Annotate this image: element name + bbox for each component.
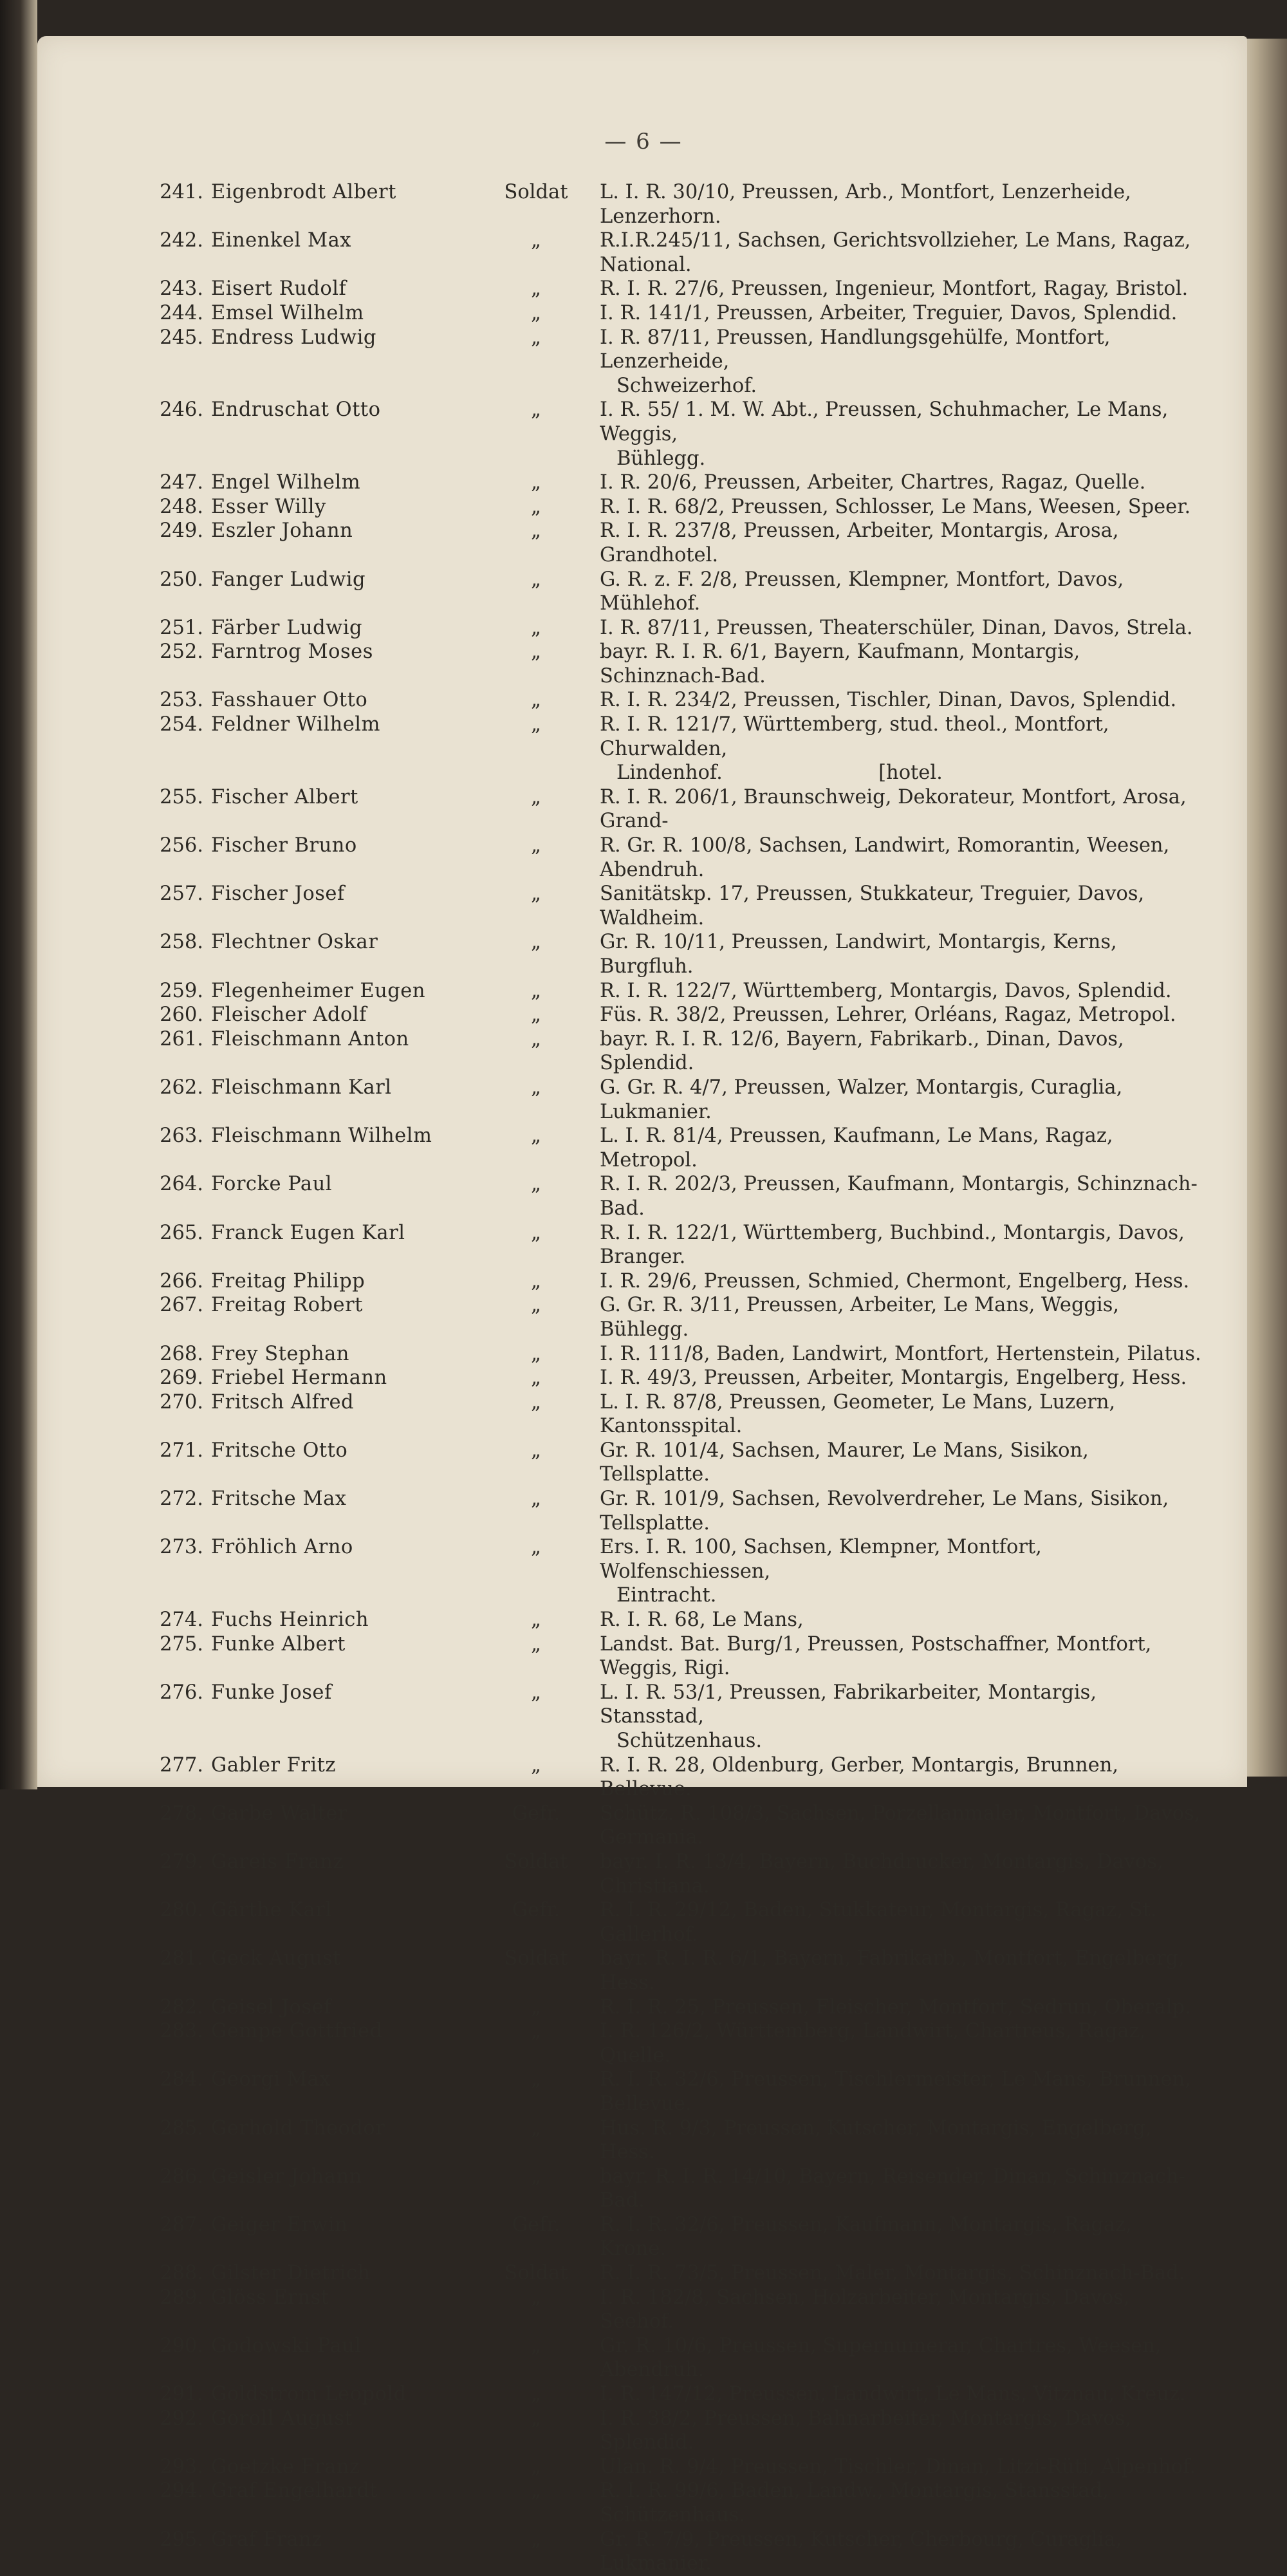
entry-rank: „ [531,398,541,422]
entry-name: Fasshauer Otto [211,689,368,712]
entry-rank: Gefr. [512,1802,560,1825]
entry-number: 291. [160,2383,203,2406]
list-item [148,2382,1203,2407]
entry-name: Fleischer Adolf [211,1003,367,1027]
entry-number: 256. [160,834,203,857]
entry-details-continued: Schützenhaus. [616,1730,763,1752]
entry-details: Sanitätskp. 17, Preussen, Stukkateur, Treguier, Davos, Waldheim. [600,882,1145,929]
entry-number: 285. [160,2116,203,2140]
list-item [148,2165,1203,2213]
entry-details: R. I. R. 99/6, Baden, Landw., Montargis, Stansstad, Schützenhaus. [600,2479,1109,2526]
entry-rank: „ [531,1390,541,1414]
entry-details: R. I. R. 29/12, Baden, Stukkateur, Montargis, Ragaz, St. Gallerhof. [600,1899,1157,1946]
entry-number: 272. [160,1488,203,1511]
entry-number: 281. [160,1947,203,1970]
entry-number: 245. [160,326,203,349]
entry-name: Fröhlich Arno [211,1536,353,1559]
list-item [148,2407,1203,2455]
entry-rank: „ [531,1269,541,1293]
entry-number: 286. [160,2165,203,2188]
list-item-continuation [148,447,1203,471]
entry-details: Gr. R. 101/4, Sachsen, Maurer, Le Mans, Sisikon, Tellsplatte. [600,1439,1089,1486]
entry-details: R. I. R. 28, Oldenburg, Gerber, Montargis, Brunnen, Bellevue. [600,1753,1119,1801]
entry-number: 287. [160,2213,203,2236]
entry-number: 284. [160,2068,203,2091]
entry-number: 269. [160,1367,203,1390]
list-item [148,1850,1203,1898]
entry-details: Landst. Bat. Burg/1, Preussen, Postschaffner, Montfort, Weggis, Rigi. [600,1632,1152,1680]
entry-rank: Soldat [504,1850,568,1873]
list-item [148,2116,1203,2165]
entry-name: Forcke Paul [211,1173,332,1196]
entry-rank: „ [531,931,541,954]
entry-rank: „ [531,616,541,639]
list-item [148,1269,1203,1294]
entry-name: Färber Ludwig [211,616,363,639]
entry-rank: „ [531,1003,541,1027]
entry-details: R. I. R. 32/6, Preussen, Kaufmann, Montargis, Ragaz, Krone. [600,2213,1132,2261]
entry-details: R. I. R. 25, Preussen, Fleischer, Montfort, Sedrun, Oberalp. [600,1995,1191,2019]
entry-name: Gabler Fritz [211,1753,336,1777]
list-item [148,1946,1203,1995]
entry-name: Emsel Wilhelm [211,301,364,324]
entry-name: Geiger Erwin [211,2213,348,2236]
entry-rank: „ [531,834,541,857]
list-item [148,568,1203,616]
entry-details: Schütz. R. 108/3, Sachsen, Porzellanmaler, Montfort, Davos, Germania. [600,1802,1201,1849]
list-item [148,1027,1203,1076]
entry-number: 290. [160,2334,203,2357]
entry-number: 261. [160,1027,203,1050]
entry-number: 277. [160,1753,203,1777]
entry-rank: „ [531,785,541,808]
entry-number: 249. [160,519,203,543]
entry-name: Gärthe Karl [211,1899,332,1922]
entry-rank: „ [531,979,541,1002]
entry-name: Garbe Walter [211,1802,347,1825]
entry-rank: „ [531,2407,541,2430]
entry-name: Engel Wilhelm [211,471,361,494]
entry-number: 255. [160,785,203,808]
list-item-continuation [148,761,1203,785]
entry-details: R. I. R. 122/7, Württemberg, Montargis, Davos, Splendid. [600,979,1172,1002]
entry-rank: Gefr. [512,1899,560,1922]
entry-number: 257. [160,882,203,906]
entry-name: Gempe Gottfried [211,2020,383,2043]
entry-name: Feldner Wilhelm [211,713,380,736]
entry-details: R. I. R. 73/5, Preussen, Maler, Montargis, Schinznach-Bad. [600,2262,1185,2285]
entry-number: 247. [160,471,203,494]
entry-details: R. I. R. 68/2, Preussen, Schlosser, Le Mans, Weesen, Speer. [600,495,1191,518]
entry-name: Eszler Johann [211,519,353,543]
list-item [148,1487,1203,1535]
list-item [148,180,1203,229]
entry-details: I. R. 38/2, Preussen, Bahnarbeiter, Montargis, Davos, Splendid. [600,2407,1131,2454]
entry-details: R. I. R. 237/8, Preussen, Arbeiter, Montargis, Arosa, Grandhotel. [600,519,1119,566]
entry-rank: „ [531,2165,541,2188]
entry-rank: „ [531,326,541,349]
entry-name: Geisler Johann [211,2165,362,2188]
entry-number: 253. [160,689,203,712]
entry-rank: „ [531,2334,541,2357]
entry-name: Freitag Robert [211,1294,363,1317]
list-item [148,2261,1203,2286]
list-item [148,2455,1203,2479]
list-item [148,471,1203,495]
entry-details: L. I. R. 30/10, Preussen, Arb., Montfort, Lenzerheide, Lenzerhorn. [600,181,1131,228]
entry-details: I. R. 55/ 1. M. W. Abt., Preussen, Schuhmacher, Le Mans, Weggis, [600,398,1169,445]
entry-details: bayr. R. I. R. 14/10, Bayern, Reisender, Dinan, Schinznach-Bad. [600,2165,1185,2212]
entry-number: 289. [160,2286,203,2309]
list-item [148,1439,1203,1487]
entry-number: 251. [160,616,203,639]
entry-name: Gerhold Theodor [211,2116,385,2140]
entry-name: Friebel Hermann [211,1367,387,1390]
entry-number: 267. [160,1294,203,1317]
entry-details: G. Gr. R. 3/11, Preussen, Arbeiter, Le Mans, Weggis, Bühlegg. [600,1294,1120,1341]
list-item [148,1681,1203,1729]
list-item [148,2479,1203,2527]
list-item [148,2067,1203,2116]
entry-name: Fleischmann Anton [211,1027,409,1050]
entry-rank: Soldat [504,2262,568,2285]
entry-details-continued: Bühlegg. [616,447,706,470]
entry-rank: „ [531,301,541,324]
entry-name: Freitag Philipp [211,1269,366,1293]
entry-name: Flechtner Oskar [211,931,378,954]
entry-name: Graf Franz [211,2528,322,2551]
entry-name: Fritsche Max [211,1488,347,1511]
entry-name: Endress Ludwig [211,326,376,349]
entry-name: Gareis Franz [211,1850,344,1873]
entry-rank: „ [531,1536,541,1559]
list-item-continuation [148,1729,1203,1753]
entry-rank: „ [531,495,541,518]
page-number: — 6 — [604,129,683,154]
list-item [148,979,1203,1003]
entry-number: 295. [160,2528,203,2551]
entry-number: 266. [160,1269,203,1293]
list-item [148,519,1203,567]
entry-details: Gr. R. 7/9, Preussen, Kutscher, Cherbourg, Curaglia, Lukmanier. [600,2528,1122,2575]
entry-rank: „ [531,713,541,736]
entry-number: 254. [160,713,203,736]
entry-name: Goldstrom Leopold [211,2383,407,2406]
list-item [148,229,1203,277]
entry-details: R. I. R. 122/1, Württemberg, Buchbind., Montargis, Davos, Branger. [600,1221,1185,1269]
entry-rank: „ [531,882,541,906]
list-item [148,785,1203,834]
entry-rank: „ [531,1753,541,1777]
list-item [148,2528,1203,2576]
list-item [148,495,1203,519]
entry-name: Geisel Josef [211,1995,331,2019]
list-item [148,1535,1203,1583]
entry-number: 275. [160,1632,203,1656]
entry-rank: „ [531,2383,541,2406]
entry-details: L. I. R. 53/1, Preussen, Fabrikarbeiter, Montargis, Stansstad, [600,1681,1097,1728]
list-item-continuation [148,1583,1203,1608]
entry-details: I. R. 49/3, Preussen, Arbeiter, Montargis, Engelberg, Hess. [600,1367,1187,1390]
list-item [148,834,1203,882]
entry-number: 244. [160,301,203,324]
list-item [148,1608,1203,1632]
list-item [148,2213,1203,2261]
entry-rank: „ [531,229,541,252]
entry-details: R.I.R.245/11, Sachsen, Gerichtsvollzieher, Le Mans, Ragaz, National. [600,229,1191,276]
entry-details: I. R. 20/6, Preussen, Arbeiter, Chartres, Ragaz, Quelle. [600,471,1146,494]
entry-details: Ulan. R. 9/4, Preussen, Tischler, Dinan, Litzi-Rüti, Alpenhof. [600,2455,1196,2478]
entry-number: 243. [160,277,203,301]
entry-name: Flegenheimer Eugen [211,979,426,1002]
list-item [148,1802,1203,1850]
list-item [148,1390,1203,1439]
entry-details: bayr. R. I. R. 12/6, Bayern, Fabrikarb., Dinan, Davos, Splendid. [600,1027,1124,1075]
entry-details: Ers. I. R. 100, Sachsen, Klempner, Montfort, Wolfenschiessen, [600,1536,1042,1583]
entry-rank: „ [531,1294,541,1317]
entry-rank: „ [531,1027,541,1050]
entry-details: I. R. 141/1, Preussen, Arbeiter, Treguier, Davos, Splendid. [600,301,1178,324]
entry-details: R. I. R. 68, Le Mans, [600,1609,804,1632]
list-item [148,1632,1203,1681]
entry-name: Fuchs Heinrich [211,1609,369,1632]
entry-details-continued: Lindenhof. [hotel. [616,761,943,785]
entry-rank: „ [531,1076,541,1099]
entry-rank: Gefr. [512,2213,560,2236]
entry-number: 279. [160,1850,203,1873]
list-item [148,1076,1203,1124]
entry-number: 260. [160,1003,203,1027]
entry-details: I. R. 87/11, Preussen, Theaterschüler, Dinan, Davos, Strela. [600,616,1193,639]
entry-name: Funke Albert [211,1632,346,1656]
entry-details: bayr. R. I. R. 6/1, Bayern, Fabrikarb., Montfort, Engelberg, Hess. [600,1947,1185,1994]
entry-rank: „ [531,1609,541,1632]
entry-name: Fritsch Alfred [211,1390,355,1414]
entry-rank: „ [531,1995,541,2019]
entry-number: 271. [160,1439,203,1462]
entry-details: Füs. R. 38/2, Preussen, Lehrer, Orléans, Ragaz, Metropol. [600,1003,1176,1027]
list-item [148,1172,1203,1220]
entry-number: 270. [160,1390,203,1414]
entry-details: I. R. 29/6, Preussen, Schmied, Chermont, Engelberg, Hess. [600,1269,1190,1293]
entry-rank: „ [531,277,541,301]
entry-name: Fischer Bruno [211,834,357,857]
entry-name: Geck August [211,1947,341,1970]
entry-number: 282. [160,1995,203,2019]
list-item [148,1124,1203,1172]
entry-name: Glöss Ernst [211,2286,329,2309]
entry-rank: „ [531,2020,541,2043]
entry-rank: „ [531,2455,541,2478]
list-item [148,616,1203,640]
entry-details: I. R. 147/12, Preussen, Landwirt, Le Mans, Vitznau, Kreuz. [600,2383,1186,2406]
entry-details: I. R. 182/8, Sachsen, Holzarbeiter, Montargis, Davos, Seehof. [600,2286,1130,2333]
book-spine [0,0,37,1789]
list-item [148,1366,1203,1390]
entry-name: Einenkel Max [211,229,351,252]
entry-rank: „ [531,2286,541,2309]
list-item-continuation [148,374,1203,398]
entry-name: Graf Engelhardt [211,2479,378,2503]
list-item [148,688,1203,713]
entry-name: Frey Stephan [211,1342,349,1365]
entry-name: Fanger Ludwig [211,568,366,591]
entry-number: 276. [160,1681,203,1704]
entry-rank: „ [531,2528,541,2551]
list-item [148,326,1203,374]
entry-name: Esser Willy [211,495,326,518]
entry-rank: „ [531,568,541,591]
entry-rank: „ [531,471,541,494]
entry-number: 265. [160,1221,203,1244]
entry-details: R. I. R. 121/7, Württemberg, stud. theol., Montfort, Churwalden, [600,713,1109,760]
entry-rank: „ [531,1632,541,1656]
entry-rank: „ [531,2116,541,2140]
entry-rank: „ [531,640,541,664]
entry-number: 278. [160,1802,203,1825]
entry-name: Gilster Dietrich [211,2262,371,2285]
entry-details: Gr. R. 101/9, Sachsen, Revolverdreher, Le Mans, Sisikon, Tellsplatte. [600,1488,1169,1535]
entry-details: R. I. R. 27/6, Preussen, Ingenieur, Montfort, Ragay, Bristol. [600,277,1189,301]
entry-number: 262. [160,1076,203,1099]
entry-details: bayr. I. R. 13/4, Bayern, Buchdrucker, Montargis, Davos, Christiana. [600,1850,1163,1898]
list-item [148,882,1203,930]
entry-details: Hus. R. 9/3, Preussen, Kutscher, Montargis, Engelberg, Hess. [600,2116,1152,2164]
roster-list [148,180,1203,2576]
entry-rank: „ [531,519,541,543]
entry-rank: „ [531,2479,541,2503]
entry-rank: Soldat [504,1947,568,1970]
entry-rank: „ [531,689,541,712]
entry-number: 294. [160,2479,203,2503]
entry-name: Goetzke Franz [211,2455,360,2478]
entry-details: bayr. R. I. R. 6/1, Bayern, Kaufmann, Montargis, Schinznach-Bad. [600,640,1080,687]
list-item [148,640,1203,688]
entry-name: Eisert Rudolf [211,277,347,301]
entry-name: Godowski Paul [211,2334,362,2357]
entry-name: Farntrog Moses [211,640,373,664]
entry-details: L. I. R. 87/8, Preussen, Geometer, Le Mans, Luzern, Kantonsspital. [600,1390,1116,1438]
entry-name: Eigenbrodt Albert [211,181,396,203]
entry-number: 250. [160,568,203,591]
list-item [148,1342,1203,1367]
entry-details: I. R. 111/8, Baden, Landwirt, Montfort, Hertenstein, Pilatus. [600,1342,1201,1365]
list-item [148,301,1203,326]
entry-number: 242. [160,229,203,252]
entry-name: Fleischmann Wilhelm [211,1125,432,1148]
list-item [148,277,1203,301]
list-item [148,398,1203,446]
entry-name: Fischer Josef [211,882,345,906]
entry-details: I. R. 126/2, Württemberg, Landwirt, Chartreus, Ragaz, Quelle. [600,2020,1146,2067]
entry-name: Fleischmann Karl [211,1076,392,1099]
entry-number: 246. [160,398,203,422]
entry-details: L. I. R. 81/4, Preussen, Kaufmann, Le Mans, Ragaz, Metropol. [600,1125,1113,1171]
entry-details: R. I. R. 32/6, Preussen, Tischlermeister, Le Mans, Brunnen, Bellevue. [600,2068,1191,2115]
entry-rank: „ [531,1221,541,1244]
entry-details: R. Gr. R. 100/8, Sachsen, Landwirt, Romorantin, Weesen, Abendruh. [600,834,1170,881]
entry-number: 258. [160,931,203,954]
entry-details: Gr. R. 10/11, Preussen, Landwirt, Montargis, Kerns, Burgfluh. [600,931,1117,978]
entry-number: 264. [160,1173,203,1196]
entry-name: Fritsche Otto [211,1439,348,1462]
entry-details: R. I. R. 234/2, Preussen, Tischler, Dinan, Davos, Splendid. [600,689,1177,712]
entry-number: 259. [160,979,203,1002]
entry-number: 273. [160,1536,203,1559]
entry-rank: Soldat [504,181,568,203]
entry-details: G. Gr. R. 4/7, Preussen, Walzer, Montargis, Curaglia, Lukmanier. [600,1076,1123,1123]
entry-details: Gr. R. 10/6, Preussen, Supernumerar, Chartres, Weesen, Abendruh. [600,2334,1162,2382]
entry-rank: „ [531,1173,541,1196]
entry-number: 263. [160,1125,203,1148]
list-item [148,1753,1203,1802]
entry-number: 274. [160,1609,203,1632]
entry-name: Funke Josef [211,1681,332,1704]
list-item [148,2334,1203,2382]
entry-number: 280. [160,1899,203,1922]
list-item [148,930,1203,978]
entry-number: 288. [160,2262,203,2285]
entry-details: R. I. R. 202/3, Preussen, Kaufmann, Montargis, Schinznach-Bad. [600,1173,1198,1220]
entry-name: Goroll August [211,2407,353,2430]
list-item [148,1898,1203,1946]
entry-number: 293. [160,2455,203,2478]
list-item [148,1995,1203,2020]
list-item [148,2019,1203,2067]
entry-details-continued: Eintracht. [616,1584,717,1607]
entry-details: I. R. 87/11, Preussen, Handlungsgehülfe, Montfort, Lenzerheide, [600,326,1111,373]
entry-number: 283. [160,2020,203,2043]
list-item [148,713,1203,761]
entry-rank: „ [531,2068,541,2091]
entry-number: 292. [160,2407,203,2430]
list-item [148,1293,1203,1341]
entry-rank: „ [531,1342,541,1365]
entry-rank: „ [531,1439,541,1462]
list-item [148,1221,1203,1269]
entry-details: G. R. z. F. 2/8, Preussen, Klempner, Montfort, Davos, Mühlehof. [600,568,1124,615]
entry-number: 252. [160,640,203,664]
entry-rank: „ [531,1488,541,1511]
entry-rank: „ [531,1681,541,1704]
entry-number: 248. [160,495,203,518]
entry-rank: „ [531,1367,541,1390]
entry-details-continued: Schweizerhof. [616,374,757,397]
entry-name: Endruschat Otto [211,398,381,422]
entry-rank: „ [531,1125,541,1148]
entry-name: Fischer Albert [211,785,358,808]
entry-number: 268. [160,1342,203,1365]
entry-name: Franck Eugen Karl [211,1221,405,1244]
list-item [148,2286,1203,2334]
list-item [148,1003,1203,1027]
entry-number: 241. [160,181,203,203]
entry-name: Georgi Max [211,2068,331,2091]
entry-details: R. I. R. 206/1, Braunschweig, Dekorateur, Montfort, Arosa, Grand- [600,785,1187,833]
